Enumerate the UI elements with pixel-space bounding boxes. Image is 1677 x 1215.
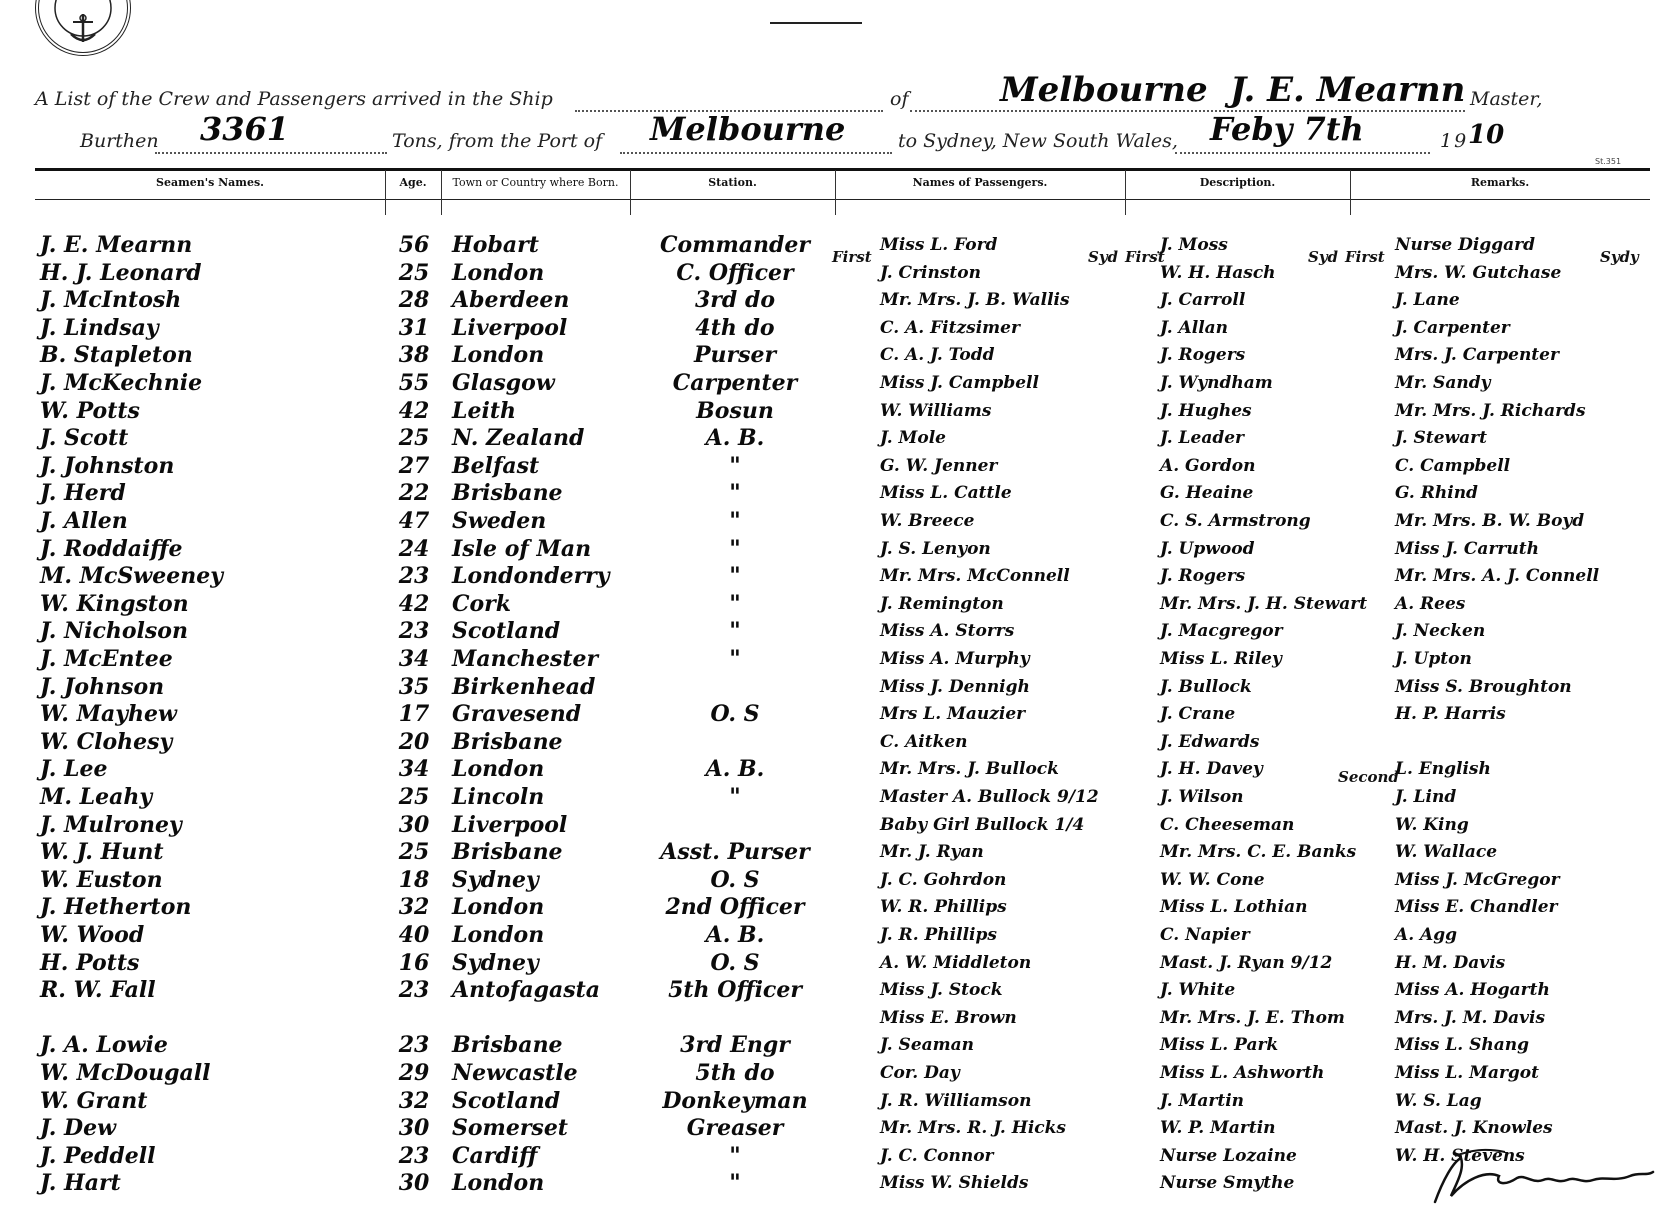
passenger-remark: Mr. Sandy [1395, 373, 1491, 393]
passenger-remark: H. M. Davis [1395, 952, 1506, 973]
passenger-name: Miss W. Shields [880, 1173, 1029, 1194]
header-passengers: Names of Passengers. [912, 176, 1048, 189]
seaman-name: J. Nicholson [40, 618, 188, 645]
passenger-remark: Mrs. J. M. Davis [1395, 1007, 1546, 1028]
to-label: to Sydney, New South Wales, [898, 130, 1178, 152]
table-row [0, 810, 1677, 841]
seaman-station: O. S [710, 701, 760, 728]
class-label-first: First [1345, 248, 1385, 266]
seaman-name: J. Hetherton [40, 894, 192, 921]
seaman-age: 34 [398, 756, 430, 783]
passenger-remark: Miss E. Chandler [1395, 897, 1558, 918]
passenger-name: Mr. J. Ryan [880, 842, 984, 863]
passenger-remark: L. English [1395, 759, 1491, 780]
seaman-age: 28 [398, 287, 430, 314]
seaman-station: " [729, 784, 741, 810]
seaman-age: 25 [398, 839, 430, 866]
passenger-description: W. H. Hasch [1160, 262, 1276, 283]
passenger-description: J. Bullock [1160, 676, 1252, 697]
seaman-name: B. Stapleton [40, 342, 193, 369]
passenger-name: G. W. Jenner [880, 455, 998, 476]
passenger-remark: J. Lind [1395, 787, 1457, 807]
passenger-remark: Miss L. Shang [1395, 1035, 1530, 1056]
passenger-remark: Mrs. W. Gutchase [1395, 262, 1562, 283]
passenger-name: J. Mole [880, 428, 946, 449]
seaman-town: Gravesend [452, 701, 582, 728]
seaman-age: 30 [398, 811, 430, 838]
year-printed: 19 [1440, 130, 1469, 152]
seaman-name: W. J. Hunt [40, 839, 164, 866]
seaman-town: Brisbane [452, 480, 563, 507]
seaman-age: 25 [398, 259, 430, 286]
table-row [0, 561, 1677, 592]
seaman-name: W. Clohesy [40, 728, 173, 755]
passenger-description: Mr. Mrs. C. E. Banks [1160, 842, 1357, 863]
table-row [0, 340, 1677, 371]
seaman-town: Londonderry [452, 563, 610, 590]
seaman-age: 47 [398, 508, 430, 534]
seaman-age: 40 [398, 922, 430, 948]
year-handwritten: 10 [1468, 120, 1505, 150]
passenger-name: A. W. Middleton [880, 952, 1032, 973]
seaman-station: Greaser [686, 1115, 784, 1142]
passenger-description: Mr. Mrs. J. H. Stewart [1160, 593, 1368, 614]
seaman-age: 42 [398, 590, 430, 617]
seaman-name: W. Mayhew [40, 701, 177, 728]
passenger-description: G. Heaine [1160, 483, 1254, 504]
table-row [0, 672, 1677, 703]
class-label-syd: Syd [1088, 248, 1119, 266]
seaman-name: W. Wood [40, 922, 145, 948]
port-from-handwritten: Melbourne [650, 110, 846, 148]
seaman-name: J. E. Mearnn [40, 232, 193, 258]
passenger-name: J. Remington [880, 593, 1004, 614]
table-row [0, 396, 1677, 427]
passenger-name: Miss A. Murphy [880, 649, 1030, 669]
burthen-value-handwritten: 3361 [200, 110, 290, 148]
passenger-description: Mr. Mrs. J. E. Thom [1160, 1007, 1345, 1028]
seaman-town: Hobart [452, 232, 539, 258]
seaman-station: " [729, 452, 741, 479]
seaman-station: C. Officer [676, 259, 794, 286]
passenger-description: J. Rogers [1160, 345, 1246, 366]
passenger-description: J. Edwards [1160, 731, 1260, 752]
passenger-name: W. Breece [880, 511, 975, 531]
passenger-description: W. P. Martin [1160, 1118, 1276, 1139]
seaman-name: W. Potts [40, 397, 140, 424]
passenger-description: J. Macgregor [1160, 621, 1283, 642]
seaman-age: 25 [398, 784, 430, 810]
class-label-sydy: Sydy [1600, 248, 1639, 266]
passenger-name: W. R. Phillips [880, 897, 1007, 918]
seaman-station: Bosun [696, 397, 774, 424]
seaman-station: " [729, 508, 741, 534]
table-row [0, 313, 1677, 344]
passenger-name: Mr. Mrs. J. B. Wallis [880, 290, 1070, 311]
seaman-age: 42 [398, 397, 430, 424]
passenger-remark: J. Upton [1395, 649, 1472, 669]
passenger-remark: Miss S. Broughton [1395, 676, 1572, 697]
seaman-age: 16 [398, 949, 430, 976]
seaman-station: " [729, 1170, 741, 1197]
table-row [0, 644, 1677, 675]
seaman-town: Aberdeen [452, 287, 570, 314]
passenger-name: Miss A. Storrs [880, 621, 1015, 642]
passenger-name: Mr. Mrs. J. Bullock [880, 759, 1059, 780]
table-row [0, 865, 1677, 896]
seaman-name: J. Dew [40, 1115, 117, 1142]
seaman-station: " [729, 618, 741, 645]
seaman-station: 3rd Engr [680, 1032, 790, 1059]
seaman-age: 18 [398, 866, 430, 893]
seaman-town: London [452, 1170, 545, 1197]
passenger-description: J. Rogers [1160, 566, 1246, 587]
table-row [0, 782, 1677, 813]
passenger-name: C. A. J. Todd [880, 345, 995, 366]
passenger-description: Miss L. Lothian [1160, 897, 1308, 918]
seaman-name: H. Potts [40, 949, 140, 976]
signature [1425, 1140, 1655, 1210]
seaman-town: Scotland [452, 618, 561, 645]
seaman-name: W. Kingston [40, 590, 189, 617]
class-label-second: Second [1338, 768, 1399, 786]
passenger-remark: C. Campbell [1395, 455, 1511, 476]
seaman-station: " [729, 646, 741, 672]
seaman-age: 30 [398, 1115, 430, 1142]
passenger-description: J. Moss [1160, 235, 1228, 255]
master-label: Master, [1470, 88, 1543, 110]
date-handwritten: Feby 7th [1210, 110, 1364, 148]
header-remarks: Remarks. [1470, 176, 1530, 189]
master-name-handwritten: J. E. Mearnn [1230, 70, 1466, 110]
seaman-station: Asst. Purser [660, 839, 810, 866]
seaman-town: Liverpool [452, 811, 568, 838]
seaman-age: 23 [398, 1032, 430, 1059]
passenger-name: Mr. Mrs. McConnell [880, 566, 1070, 587]
seaman-town: Brisbane [452, 1032, 563, 1059]
passenger-remark: W. Wallace [1395, 842, 1498, 863]
table-row [0, 699, 1677, 730]
passenger-name: J. C. Connor [880, 1145, 994, 1166]
seaman-age: 29 [398, 1060, 430, 1086]
seaman-station: " [729, 590, 741, 617]
seaman-name: J. Peddell [40, 1142, 156, 1169]
seaman-name: W. Euston [40, 866, 163, 893]
header-description: Description. [1199, 176, 1276, 189]
passenger-description: J. H. Davey [1160, 759, 1263, 780]
seaman-town: Glasgow [452, 370, 555, 396]
seaman-age: 30 [398, 1170, 430, 1197]
seaman-name: J. Allen [40, 508, 128, 534]
seaman-station: " [729, 535, 741, 562]
table-row [0, 258, 1677, 289]
passenger-name: J. Crinston [880, 262, 981, 283]
passenger-name: Miss E. Brown [880, 1007, 1017, 1028]
seaman-town: Cardiff [452, 1142, 538, 1169]
passenger-description: W. W. Cone [1160, 869, 1265, 890]
seaman-town: London [452, 894, 545, 921]
passenger-name: C. A. Fitzsimer [880, 317, 1020, 338]
passenger-name: J. R. Phillips [880, 925, 997, 945]
burthen-label: Burthen [80, 130, 159, 152]
passenger-name: J. Seaman [880, 1035, 975, 1056]
passenger-remark: Mrs. J. Carpenter [1395, 345, 1559, 366]
passenger-remark: Mr. Mrs. A. J. Connell [1395, 566, 1600, 587]
table-row [0, 1058, 1677, 1089]
seaman-station: Commander [660, 232, 810, 258]
passenger-remark: W. King [1395, 814, 1469, 835]
seaman-age: 27 [398, 452, 430, 479]
seaman-station: O. S [710, 866, 760, 893]
seaman-age: 32 [398, 894, 430, 921]
header-station: Station. [708, 176, 757, 189]
table-row [0, 948, 1677, 979]
seaman-town: N. Zealand [452, 425, 585, 452]
seaman-name: J. Hart [40, 1170, 121, 1197]
passenger-remark: W. S. Lag [1395, 1090, 1482, 1111]
passenger-name: Cor. Day [880, 1063, 960, 1083]
seaman-station: " [729, 1142, 741, 1169]
passenger-description: J. Hughes [1160, 400, 1252, 421]
seaman-town: Sweden [452, 508, 547, 534]
seaman-age: 35 [398, 673, 430, 700]
seaman-age: 32 [398, 1087, 430, 1114]
passenger-remark: J. Lane [1395, 290, 1460, 311]
passenger-name: Baby Girl Bullock 1/4 [880, 814, 1085, 835]
passenger-description: Miss L. Riley [1160, 649, 1282, 669]
passenger-description: J. White [1160, 980, 1236, 1001]
passenger-description: Mast. J. Ryan 9/12 [1160, 952, 1333, 973]
table-row [0, 1030, 1677, 1061]
of-label: of [890, 88, 909, 110]
passenger-remark: W. H. Stevens [1395, 1145, 1525, 1166]
seaman-town: Brisbane [452, 728, 563, 755]
seaman-age: 23 [398, 563, 430, 590]
seaman-name: J. Scott [40, 425, 129, 452]
seaman-name: W. McDougall [40, 1060, 211, 1086]
seaman-station: Carpenter [672, 370, 798, 396]
passenger-name: Mr. Mrs. R. J. Hicks [880, 1118, 1066, 1139]
seaman-town: Belfast [452, 452, 540, 479]
table-row [0, 616, 1677, 647]
passenger-name: J. S. Lenyon [880, 538, 991, 559]
table-row [0, 478, 1677, 509]
class-label-first: First [832, 248, 872, 266]
passenger-description: J. Upwood [1160, 538, 1255, 559]
ship-port-handwritten: Melbourne [1000, 70, 1208, 110]
seaman-age: 23 [398, 977, 430, 1004]
table-row [0, 754, 1677, 785]
seaman-age: 56 [398, 232, 430, 258]
seaman-age: 38 [398, 342, 430, 369]
seaman-town: Birkenhead [452, 673, 596, 700]
header-seamen-names: Seamen's Names. [156, 176, 264, 189]
table-row [0, 285, 1677, 316]
passenger-description: J. Wilson [1160, 787, 1244, 807]
seaman-town: Cork [452, 590, 512, 617]
passenger-name: C. Aitken [880, 731, 968, 752]
passenger-description: C. Cheeseman [1160, 814, 1295, 835]
seaman-station: 3rd do [695, 287, 775, 314]
passenger-description: J. Crane [1160, 704, 1236, 725]
table-row [0, 534, 1677, 565]
passenger-name: Miss J. Stock [880, 980, 1003, 1001]
passenger-description: Miss L. Ashworth [1160, 1063, 1325, 1083]
seaman-age: 22 [398, 480, 430, 507]
passenger-name: J. R. Williamson [880, 1090, 1032, 1111]
seaman-name: J. Herd [40, 480, 126, 507]
passenger-remark: Mr. Mrs. J. Richards [1395, 400, 1586, 421]
seaman-station: " [729, 480, 741, 507]
seaman-station: " [729, 563, 741, 590]
passenger-name: Miss L. Cattle [880, 483, 1012, 504]
seaman-name: J. A. Lowie [40, 1032, 168, 1059]
seaman-name: J. McEntee [40, 646, 173, 672]
seaman-name: W. Grant [40, 1087, 148, 1114]
seaman-town: Lincoln [452, 784, 545, 810]
seaman-town: London [452, 922, 545, 948]
seaman-station: Purser [693, 342, 777, 369]
seaman-name: J. McKechnie [40, 370, 203, 396]
passenger-remark: Miss A. Hogarth [1395, 980, 1550, 1001]
table-row [0, 975, 1677, 1006]
class-label-syd: Syd [1308, 248, 1339, 266]
passenger-name: Miss L. Ford [880, 235, 998, 255]
table-row [0, 920, 1677, 951]
class-label-first: First [1125, 248, 1165, 266]
passenger-description: Nurse Smythe [1160, 1173, 1295, 1194]
table-row [0, 1086, 1677, 1117]
passenger-description: Nurse Lozaine [1160, 1145, 1297, 1166]
passenger-description: J. Carroll [1160, 290, 1246, 311]
seaman-station: O. S [710, 949, 760, 976]
passenger-remark: J. Stewart [1395, 428, 1487, 449]
passenger-remark: H. P. Harris [1395, 704, 1506, 725]
passenger-remark: G. Rhind [1395, 483, 1478, 504]
seaman-name: J. Johnston [40, 452, 175, 479]
seaman-station: A. B. [705, 425, 765, 452]
seaman-age: 23 [398, 618, 430, 645]
table-row [0, 589, 1677, 620]
seaman-town: Newcastle [452, 1060, 578, 1086]
passenger-remark: A. Rees [1395, 593, 1466, 614]
passenger-name: Miss J. Dennigh [880, 676, 1030, 697]
seaman-age: 25 [398, 425, 430, 452]
seaman-station: 2nd Officer [665, 894, 805, 921]
passenger-name: Mrs L. Mauzier [880, 704, 1026, 725]
seaman-name: H. J. Leonard [40, 259, 202, 286]
passenger-description: C. Napier [1160, 925, 1250, 945]
table-row [0, 230, 1677, 261]
seaman-age: 31 [398, 314, 430, 341]
seaman-station: 5th do [695, 1060, 775, 1086]
table-row [0, 837, 1677, 868]
seaman-station: 5th Officer [668, 977, 802, 1004]
passenger-description: J. Leader [1160, 428, 1245, 449]
header-age: Age. [399, 176, 427, 189]
seaman-age: 55 [398, 370, 430, 396]
seaman-name: J. Mulroney [40, 811, 182, 838]
seaman-town: Sydney [452, 866, 539, 893]
seaman-town: London [452, 756, 545, 783]
passenger-description: Miss L. Park [1160, 1035, 1279, 1056]
table-row [0, 423, 1677, 454]
passenger-description: J. Allan [1160, 317, 1229, 338]
seaman-age: 23 [398, 1142, 430, 1169]
passenger-remark: J. Carpenter [1395, 317, 1510, 338]
passenger-remark: Miss J. McGregor [1395, 869, 1560, 890]
passenger-remark: Miss J. Carruth [1395, 538, 1539, 559]
tons-label: Tons, from the Port of [392, 130, 603, 152]
table-row [0, 368, 1677, 399]
seaman-name: M. Leahy [40, 784, 153, 810]
passenger-remark: Nurse Diggard [1395, 235, 1535, 255]
passenger-name: Miss J. Campbell [880, 373, 1039, 393]
seaman-name: J. Roddaiffe [40, 535, 183, 562]
passenger-remark: Mr. Mrs. B. W. Boyd [1395, 511, 1585, 531]
form-number: St.351 [1595, 157, 1622, 166]
seaman-name: J. Lee [40, 756, 108, 783]
passenger-description: A. Gordon [1160, 455, 1256, 476]
seaman-town: Isle of Man [452, 535, 592, 562]
passenger-description: J. Martin [1160, 1090, 1245, 1111]
seaman-station: A. B. [705, 756, 765, 783]
passenger-remark: A. Agg [1395, 925, 1457, 945]
seaman-town: London [452, 342, 545, 369]
passenger-name: J. C. Gohrdon [880, 869, 1007, 890]
passenger-remark: Miss L. Margot [1395, 1063, 1539, 1083]
seaman-town: Sydney [452, 949, 539, 976]
seaman-name: J. McIntosh [40, 287, 182, 314]
table-row [0, 451, 1677, 482]
passenger-remark: Mast. J. Knowles [1395, 1118, 1553, 1139]
seaman-name: J. Lindsay [40, 314, 159, 341]
passenger-description: J. Wyndham [1160, 373, 1273, 393]
seaman-town: Somerset [452, 1115, 568, 1142]
seaman-station: A. B. [705, 922, 765, 948]
seaman-town: Antofagasta [452, 977, 601, 1004]
seaman-name: J. Johnson [40, 673, 165, 700]
seaman-name: R. W. Fall [40, 977, 156, 1004]
seaman-town: Manchester [452, 646, 599, 672]
passenger-name: Master A. Bullock 9/12 [880, 787, 1099, 807]
seaman-age: 17 [398, 701, 430, 728]
seaman-town: London [452, 259, 545, 286]
signature-mark [1425, 1140, 1655, 1210]
passenger-name: W. Williams [880, 400, 992, 421]
seaman-town: Scotland [452, 1087, 561, 1114]
table-row [0, 1003, 1677, 1034]
seaman-age: 20 [398, 728, 430, 755]
table-row [0, 727, 1677, 758]
seaman-town: Leith [452, 397, 516, 424]
passenger-description: C. S. Armstrong [1160, 511, 1311, 531]
title-prefix: A List of the Crew and Passengers arrived in the Ship [35, 88, 553, 110]
seaman-town: Liverpool [452, 314, 568, 341]
seaman-station: 4th do [695, 314, 775, 341]
seaman-age: 34 [398, 646, 430, 672]
seaman-age: 24 [398, 535, 430, 562]
table-row [0, 506, 1677, 537]
seaman-station: Donkeyman [662, 1087, 808, 1114]
table-row [0, 892, 1677, 923]
seaman-name: M. McSweeney [40, 563, 224, 590]
passenger-remark: J. Necken [1395, 621, 1486, 642]
header-town: Town or Country where Born. [452, 176, 619, 189]
seaman-town: Brisbane [452, 839, 563, 866]
